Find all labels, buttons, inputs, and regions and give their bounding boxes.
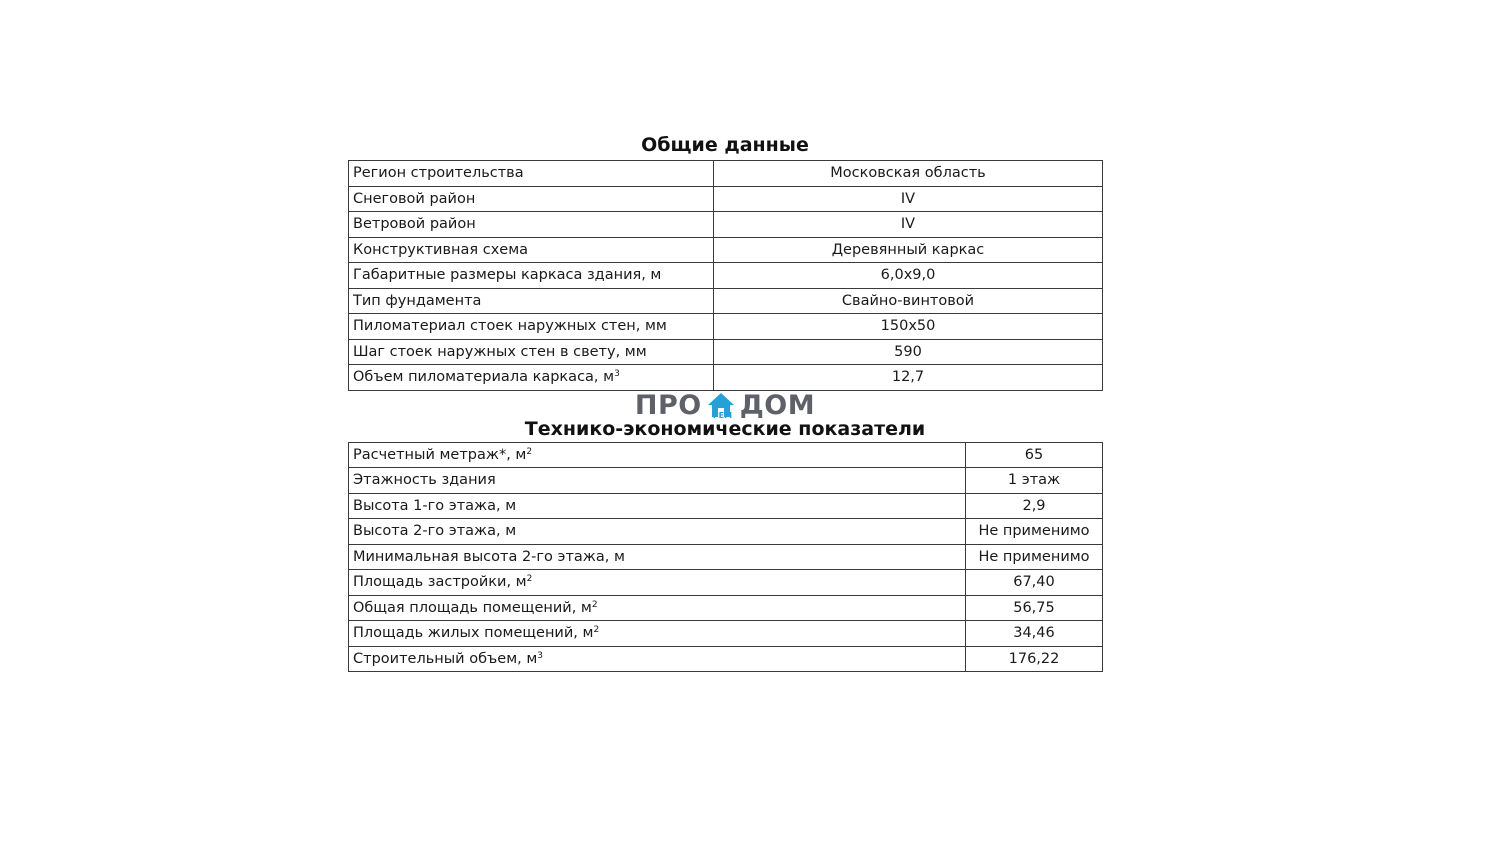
row-value: 34,46 bbox=[966, 621, 1103, 647]
row-value: IV bbox=[714, 186, 1103, 212]
row-label: Тип фундамента bbox=[349, 288, 714, 314]
row-value: Деревянный каркас bbox=[714, 237, 1103, 263]
row-label: Снеговой район bbox=[349, 186, 714, 212]
row-label: Минимальная высота 2-го этажа, м bbox=[349, 544, 966, 570]
row-label: Высота 1-го этажа, м bbox=[349, 493, 966, 519]
table-row bbox=[349, 544, 1103, 570]
row-value: 67,40 bbox=[966, 570, 1103, 596]
row-value: 150х50 bbox=[714, 314, 1103, 340]
row-value: 65 bbox=[966, 442, 1103, 468]
row-label: Шаг стоек наружных стен в свету, мм bbox=[349, 339, 714, 365]
table-row bbox=[349, 646, 1103, 672]
tep-title: Технико-экономические показатели bbox=[524, 417, 926, 440]
table-row bbox=[349, 263, 1103, 289]
table-row bbox=[349, 237, 1103, 263]
row-label: Высота 2-го этажа, м bbox=[349, 519, 966, 545]
general-data-table bbox=[348, 160, 1103, 391]
row-value: 590 bbox=[714, 339, 1103, 365]
row-value: 12,7 bbox=[714, 365, 1103, 391]
table-row bbox=[349, 468, 1103, 494]
row-label: Регион строительства bbox=[349, 161, 714, 187]
unit-superscript: 3 bbox=[614, 369, 620, 380]
row-label: Объем пиломатериала каркаса, $м^3$ bbox=[349, 365, 714, 391]
table-row bbox=[349, 212, 1103, 238]
table-row bbox=[349, 442, 1103, 468]
row-label: Этажность здания bbox=[349, 468, 966, 494]
table-row bbox=[349, 570, 1103, 596]
row-label: Расчетный метраж*, $м^2$ bbox=[349, 442, 966, 468]
row-value: 6,0х9,0 bbox=[714, 263, 1103, 289]
row-value: Не применимо bbox=[966, 519, 1103, 545]
table-row bbox=[349, 339, 1103, 365]
row-value: IV bbox=[714, 212, 1103, 238]
unit-superscript: 2 bbox=[593, 625, 600, 636]
brand-left-text: ПРО bbox=[634, 390, 702, 421]
unit-superscript: 2 bbox=[591, 599, 598, 610]
row-value: 56,75 bbox=[966, 595, 1103, 621]
row-label: Площадь жилых помещений, $м^2$ bbox=[349, 621, 966, 647]
row-value: 176,22 bbox=[966, 646, 1103, 672]
row-value: 1 этаж bbox=[966, 468, 1103, 494]
row-value: Московская область bbox=[714, 161, 1103, 187]
brand-small-text: РЕМ bbox=[712, 410, 733, 420]
row-value: Свайно-винтовой bbox=[714, 288, 1103, 314]
table-row bbox=[349, 186, 1103, 212]
table-row bbox=[349, 161, 1103, 187]
row-value: Не применимо bbox=[966, 544, 1103, 570]
spec-sheet bbox=[348, 130, 1102, 672]
row-label: Габаритные размеры каркаса здания, м bbox=[349, 263, 714, 289]
row-value: 2,9 bbox=[966, 493, 1103, 519]
table-row bbox=[349, 595, 1103, 621]
general-data-title: Общие данные bbox=[641, 134, 809, 156]
row-label: Строительный объем, $м^3$ bbox=[349, 646, 966, 672]
row-label: Ветровой район bbox=[349, 212, 714, 238]
tep-table bbox=[348, 442, 1103, 673]
table-row bbox=[349, 365, 1103, 391]
row-label: Пиломатериал стоек наружных стен, мм bbox=[349, 314, 714, 340]
unit-superscript: 3 bbox=[537, 650, 544, 661]
table-row bbox=[349, 314, 1103, 340]
brand-right-text: ДОМ bbox=[739, 390, 816, 421]
unit-superscript: 2 bbox=[526, 574, 533, 585]
table-row bbox=[349, 493, 1103, 519]
unit-superscript: 2 bbox=[526, 446, 533, 457]
row-label: Конструктивная схема bbox=[349, 237, 714, 263]
row-label: Общая площадь помещений, $м^2$ bbox=[349, 595, 966, 621]
table-row bbox=[349, 519, 1103, 545]
table-row bbox=[349, 621, 1103, 647]
table-row bbox=[349, 288, 1103, 314]
row-label: Площадь застройки, $м^2$ bbox=[349, 570, 966, 596]
